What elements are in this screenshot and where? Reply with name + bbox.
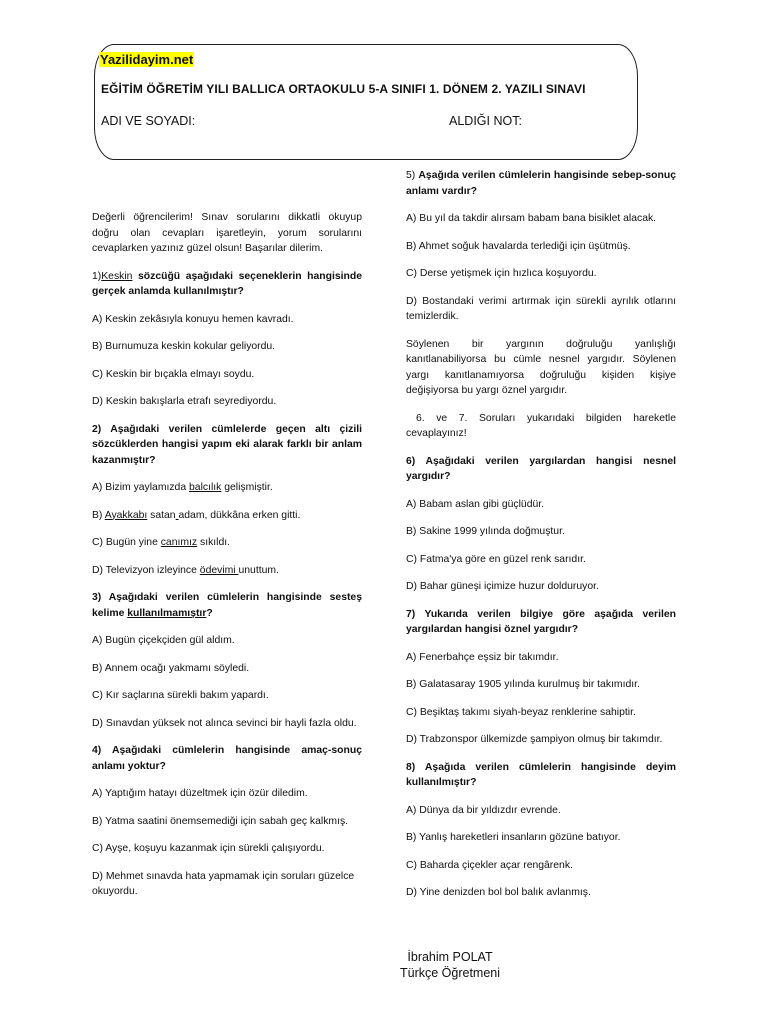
question-5 — [406, 168, 676, 199]
left-column — [92, 210, 362, 912]
intro-text: Değerli öğrencilerim! Sınav sorularını dikkatli okuyup doğru olan cevapları işaretleyin, yorum sorularını cevaplarken yazınız güzel olsun! Başarılar dilerim. — [92, 212, 362, 254]
q2-b-pre: B) — [92, 509, 105, 521]
q7-option-c: C) Beşiktaş takımı siyah-beyaz renklerine sahiptir. — [406, 706, 636, 718]
q6-option-a: A) Babam aslan gibi güçlüdür. — [406, 498, 545, 510]
q5-option-a: A) Bu yıl da takdir alırsam babam bana bisiklet alacak. — [406, 213, 657, 224]
question-2: 2) Aşağıdaki verilen cümlelerde geçen altı çizili sözcüklerden hangisi yapım eki alarak farklı bir anlam kazanmıştır? — [92, 423, 362, 466]
q5-option-d: D) Bostandaki verimi artırmak için sürekli ayrılık otlarını temizlerdik. — [406, 295, 676, 322]
q2-option-a — [92, 480, 362, 496]
question-1-text: sözcüğü aşağıdaki seçeneklerin hangisinde gerçek anlamda kullanılmıştır? — [92, 270, 362, 297]
question-1-word: Keskin — [101, 270, 133, 282]
q5-option-b: B) Ahmet soğuk havalarda terlediği için üşütmüş. — [406, 240, 631, 252]
footer-signature — [300, 949, 600, 981]
right-column — [406, 168, 676, 913]
q1-option-b: B) Burnumuza keskin kokular geliyordu. — [92, 341, 276, 352]
question-1 — [92, 269, 362, 300]
question-5-text: Aşağıda verilen cümlelerin hangisinde sebep-sonuç anlamı vardır? — [406, 170, 676, 197]
question-3-text: 3) Aşağıdaki verilen cümlelerin hangisinde sesteş kelime — [92, 592, 362, 619]
question-7: 7) Yukarıda verilen bilgiye göre aşağıda verilen yargılardan hangisi öznel yargıdır? — [406, 608, 676, 635]
q6-option-b: B) Sakine 1999 yılında doğmuştur. — [406, 526, 565, 537]
exam-title: EĞİTİM ÖĞRETİM YILI BALLICA ORTAOKULU 5-A SINIFI 1. DÖNEM 2. YAZILI SINAVI — [101, 82, 586, 96]
q4-option-b: B) Yatma saatini önemsemediği için sabah geç kalkmış. — [92, 815, 349, 827]
q2-b-post: adam, dükkâna erken gitti. — [178, 509, 301, 521]
question-5-number: 5) — [406, 170, 419, 181]
q2-a-pre: A) Bizim yaylamızda — [92, 482, 190, 493]
q2-c-post: sıkıldı. — [197, 537, 231, 548]
q1-option-d: D) Keskin bakışlarla etrafı seyrediyordu. — [92, 396, 277, 407]
q4-option-d: D) Mehmet sınavda hata yapmamak için soruları güzelce okuyordu. — [92, 870, 355, 897]
q3-option-c: C) Kır saçlarına sürekli bakım yapardı. — [92, 690, 269, 701]
q8-option-d: D) Yine denizden bol bol balık avlanmış. — [406, 887, 591, 898]
q2-a-underlined: balcılık — [189, 482, 222, 493]
q2-c-underlined: canımız — [160, 537, 198, 548]
info-paragraph: Söylenen bir yargının doğruluğu yanlışlığı kanıtlanabiliyorsa bu cümle nesnel yargıdır. Söylenen yargı kanıtlanamıyorsa doğruluğu kişiden kişiye değişiyorsa bu yargı öznel yargıdır. — [406, 338, 676, 396]
q2-d-pre: D) Televizyon izleyince — [92, 564, 200, 576]
q2-option-d — [92, 563, 362, 579]
q2-c-pre: C) Bugün yine — [92, 537, 161, 548]
q2-d-underlined: ödevimi — [199, 564, 239, 576]
question-8: 8) Aşağıda verilen cümlelerin hangisinde deyim kullanılmıştır? — [406, 761, 676, 788]
q2-option-c — [92, 535, 362, 551]
q4-option-a: A) Yaptığım hatayı düzeltmek için özür diledim. — [92, 788, 308, 799]
grade-label: ALDIĞI NOT: — [449, 114, 522, 128]
question-6: 6) Aşağıdaki verilen yargılardan hangisi nesnel yargıdır? — [406, 455, 676, 482]
q2-b-mid: satan — [147, 509, 176, 521]
q2-b-underlined: Ayakkabı — [104, 509, 148, 521]
q6-option-c: C) Fatma'ya göre en güzel renk sarıdır. — [406, 553, 586, 565]
q2-option-b — [92, 508, 362, 524]
question-3-end: ? — [206, 607, 213, 619]
q1-option-a: A) Keskin zekâsıyla konuyu hemen kavradı. — [92, 313, 294, 325]
q2-d-post: unuttum. — [238, 564, 279, 576]
q6-option-d: D) Bahar güneşi içimize huzur dolduruyor. — [406, 581, 599, 592]
q3-option-b: B) Annem ocağı yakmamı söyledi. — [92, 662, 250, 674]
instruction-text: 6. ve 7. Soruları yukarıdaki bilgiden hareketle cevaplayınız! — [406, 412, 676, 439]
q1-option-c: C) Keskin bir bıçakla elmayı soydu. — [92, 368, 255, 380]
teacher-title: Türkçe Öğretmeni — [399, 966, 501, 980]
teacher-name: İbrahim POLAT — [407, 950, 493, 964]
question-1-number: 1) — [92, 270, 102, 282]
question-3 — [92, 590, 362, 621]
q7-option-b: B) Galatasaray 1905 yılında kurulmuş bir takımıdır. — [406, 679, 640, 690]
q2-a-post: gelişmiştir. — [221, 482, 273, 493]
q7-option-a: A) Fenerbahçe eşsiz bir takımdır. — [406, 651, 559, 663]
q8-option-b: B) Yanlış hareketleri insanların gözüne batıyor. — [406, 832, 621, 843]
q7-option-d: D) Trabzonspor ülkemizde şampiyon olmuş bir takımdır. — [406, 734, 663, 745]
q8-option-a: A) Dünya da bir yıldızdır evrende. — [406, 804, 561, 816]
question-3-underlined: kullanılmamıştır — [127, 607, 207, 619]
q3-option-a: A) Bugün çiçekçiden gül aldım. — [92, 635, 235, 646]
q5-option-c: C) Derse yetişmek için hızlıca koşuyordu. — [406, 268, 597, 279]
site-label: Yazilidayim.net — [100, 52, 194, 67]
q8-option-c: C) Baharda çiçekler açar rengârenk. — [406, 859, 573, 871]
q4-option-c: C) Ayşe, koşuyu kazanmak için sürekli çalışıyordu. — [92, 843, 325, 854]
q3-option-d: D) Sınavdan yüksek not alınca sevinci bir hayli fazla oldu. — [92, 717, 357, 729]
question-4: 4) Aşağıdaki cümlelerin hangisinde amaç-sonuç anlamı yoktur? — [92, 745, 362, 772]
student-name-label: ADI VE SOYADI: — [101, 114, 196, 128]
